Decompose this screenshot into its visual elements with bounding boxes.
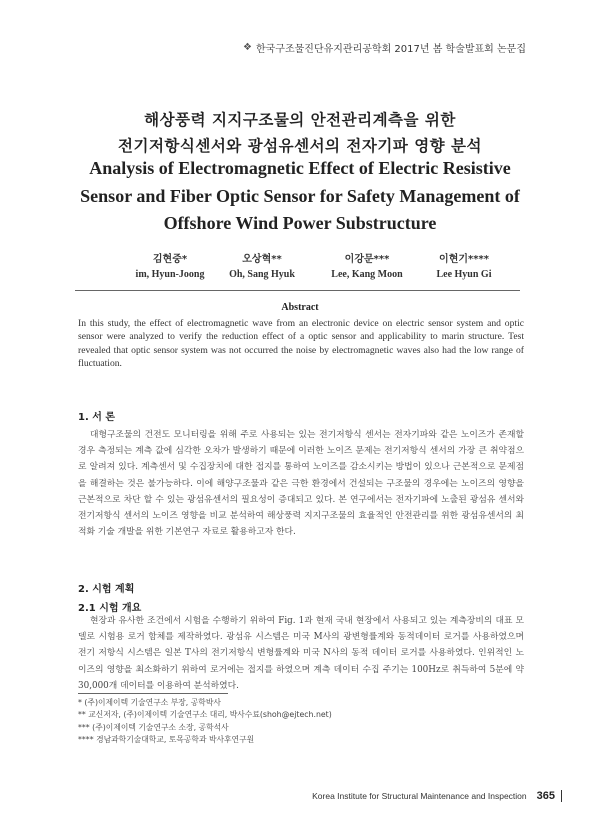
abstract-title: Abstract: [281, 302, 319, 313]
page-footer: [312, 790, 562, 802]
author-name-ko: 김현중*: [152, 254, 188, 265]
author-name-en: Lee Hyun Gi: [436, 269, 492, 280]
section-2-1-body: 현장과 유사한 조건에서 시험을 수행하기 위하여 Fig. 1과 현재 국내 현장에서 사용되고 있는 계측장비의 대표 모델로 시험용 로거 함체를 제작하였다. 광섬유 시스템은 미국 M사의 광변형률계와 동적데이터 로거를 사용하였으며 전기 저항식 시스템은 일본 T사의 전기저항식 변형률계와 미국 N사의 동적 데이터 로거를 사용하였다. 인위적인 노이즈의 영향을 최소화하기 위하여 로거에는 접지를 하였으며 계측 데이터 수집 주기는 100Hz로 취득하여 5분에 약 30,000개 데이터를 이용하여 분석하였다.: [78, 616, 524, 691]
footnotes: [78, 697, 498, 747]
footnote-2: ** 교신저자, (주)이제이텍 기술연구소 대리, 박사수료(shoh@ejtech.net): [78, 710, 332, 720]
author-list: [0, 250, 600, 286]
section-2-heading: 2. 시험 계획: [78, 584, 135, 595]
section-2-1-heading: 2.1 시험 개요: [78, 603, 142, 614]
section-1-body: 대형구조물의 건전도 모니터링을 위해 주로 사용되는 있는 전기저항식 센서는 전자기파와 같은 노이즈가 존재할 경우 측정되는 계측 값에 심각한 오차가 발생하기 때문에 이러한 노이즈 문제는 전기저항식 센서의 가장 큰 취약점으로 알려져 있다. 계측센서 및 수집장치에 대한 접지를 통하여 노이즈를 감소시키는 방법이 있으나 근본적으로 문제점을 해결하는 것은 불가능하다. 이에 해양구조물과 같은 극한 환경에서 건설되는 구조물의 경우에는 노이즈의 영향을 근본적으로 차단 할 수 있는 광섬유센서의 필요성이 증대되고 있다. 본 연구에서는 전자기파에 노출된 광섬유 센서와 전기저항식 센서의 노이즈 영향을 비교 분석하여 해상풍력 지지구조물의 효율적인 안전관리를 위한 광섬유센서의 최적화 기술 개발을 위한 기본연구 자료로 활용하고자 한다.: [78, 430, 524, 538]
divider: [75, 290, 520, 291]
english-title-line-1: Analysis of Electromagnetic Effect of Electric Resistive: [89, 158, 511, 178]
abstract-body: In this study, the effect of electromagnetic wave from an electronic device on electric sensor system and optic sensor were analyzed to verify the reduction effect of a optic sensor and applicability to marin structure. Test revealed that optic sensor system was not occurred the noise by electromagnetic waves also had the low range of fluctuation.: [78, 318, 524, 370]
author-name-en: Lee, Kang Moon: [331, 269, 403, 280]
english-title-line-3: Offshore Wind Power Substructure: [163, 213, 437, 233]
author-name-en: im, Hyun-Joong: [135, 269, 205, 280]
page-number: 365: [537, 790, 562, 802]
korean-title-line-2: 전기저항식센서와 광섬유센서의 전자기파 영향 분석: [118, 136, 482, 155]
author-name-ko: 이현기****: [439, 254, 489, 265]
korean-title-line-1: 해상풍력 지지구조물의 안전관리계측을 위한: [144, 110, 456, 129]
footnote-1: * (주)이제이텍 기술연구소 부장, 공학박사: [78, 698, 221, 707]
footnote-divider: [78, 693, 228, 694]
author-name-en: Oh, Sang Hyuk: [229, 269, 295, 280]
section-1-heading: 1. 서 론: [78, 412, 116, 423]
header-text: 한국구조물진단유지관리공학회 2017년 봄 학술발표회 논문집: [255, 44, 526, 55]
footnote-3: *** (주)이제이텍 기술연구소 소장, 공학석사: [78, 722, 229, 732]
author-2: [202, 250, 322, 280]
english-title-line-2: Sensor and Fiber Optic Sensor for Safety Management of: [80, 186, 520, 206]
logo-icon: ❖: [243, 42, 252, 53]
author-name-ko: 오상혁**: [242, 254, 282, 265]
running-header: [243, 40, 526, 55]
footer-institute: Korea Institute for Structural Maintenance and Inspection: [312, 791, 527, 801]
author-4: [404, 250, 524, 280]
author-name-ko: 이강문***: [344, 254, 390, 265]
footnote-4: **** 경남과학기술대학교, 토목공학과 박사후연구원: [78, 735, 255, 745]
